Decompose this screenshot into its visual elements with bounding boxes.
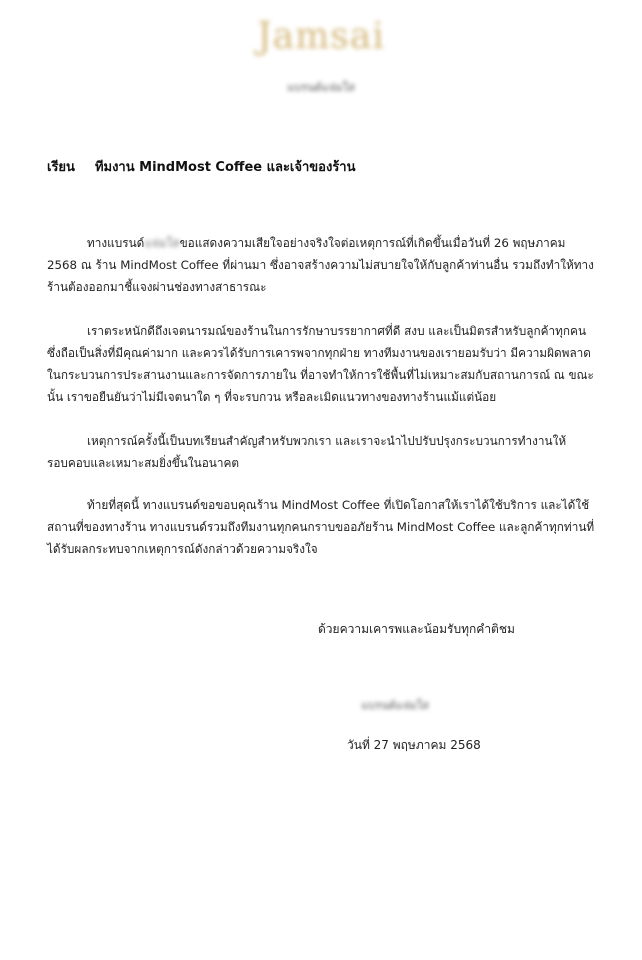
salutation-recipient: ทีมงาน MindMost Coffee และเจ้าของร้าน	[94, 160, 356, 175]
paragraph-2-text: เราตระหนักดีถึงเจตนารมณ์ของร้านในการรักษาบรรยากาศที่ดี สงบ และเป็นมิตรสำหรับลูกค้าทุกคน ซึ่งถือเป็นสิ่งที่มีคุณค่ามาก และควรได้รับการเคารพจากทุกฝ่าย ทางทีมงานของเรายอมรับว่า มีความผิดพลาดในกระบวนการประสานงานและการจัดการภายใน ที่อาจทำให้การใช้พื้นที่ไม่เหมาะสมกับสถานการณ์ ณ ขณะนั้น เราขอยืนยันว่าไม่มีเจตนาใด ๆ ที่จะรบกวน หรือละเมิดแนวทางของทางร้านแม้แต่น้อย	[47, 324, 594, 404]
letterhead-subtitle-blurred: แบรนด์แจ่มใส	[287, 81, 355, 94]
body-paragraph-4	[47, 494, 595, 560]
salutation	[47, 156, 356, 177]
signature-blurred: แบรนด์แจ่มใส	[361, 699, 429, 712]
paragraph-4-text: ท้ายที่สุดนี้ ทางแบรนด์ขอขอบคุณร้าน MindMost Coffee ที่เปิดโอกาสให้เราได้ใช้บริการ และได้ใช้สถานที่ของทางร้าน ทางแบรนด์รวมถึงทีมงานทุกคนกราบขออภัยร้าน MindMost Coffee และลูกค้าทุกท่านที่ได้รับผลกระทบจากเหตุการณ์ดังกล่าวด้วยความจริงใจ	[47, 498, 595, 556]
closing-phrase: ด้วยความเคารพและน้อมรับทุกคำติชม	[318, 622, 515, 636]
salutation-label: เรียน	[47, 160, 75, 175]
blurred-brand-name: แจ่มใส	[144, 236, 180, 250]
body-paragraph-2	[47, 320, 595, 408]
body-paragraph-1	[47, 232, 595, 298]
paragraph-1-text: ขอแสดงความเสียใจอย่างจริงใจต่อเหตุการณ์ที่เกิดขึ้นเมื่อวันที่ 26 พฤษภาคม 2568 ณ ร้าน MindMost Coffee ที่ผ่านมา ซึ่งอาจสร้างความไม่สบายใจให้กับลูกค้าท่านอื่น รวมถึงทำให้ทางร้านต้องออกมาชี้แจงผ่านช่องทางสาธารณะ	[47, 236, 594, 294]
body-paragraph-3	[47, 430, 595, 474]
paragraph-1-lead: ทางแบรนด์	[87, 236, 145, 250]
paragraph-3-text: เหตุการณ์ครั้งนี้เป็นบทเรียนสำคัญสำหรับพวกเรา และเราจะนำไปปรับปรุงกระบวนการทำงานให้รอบคอบและเหมาะสมยิ่งขึ้นในอนาคต	[47, 434, 567, 470]
letter-date: วันที่ 27 พฤษภาคม 2568	[347, 738, 481, 752]
brand-logo: Jamsai	[257, 16, 385, 57]
